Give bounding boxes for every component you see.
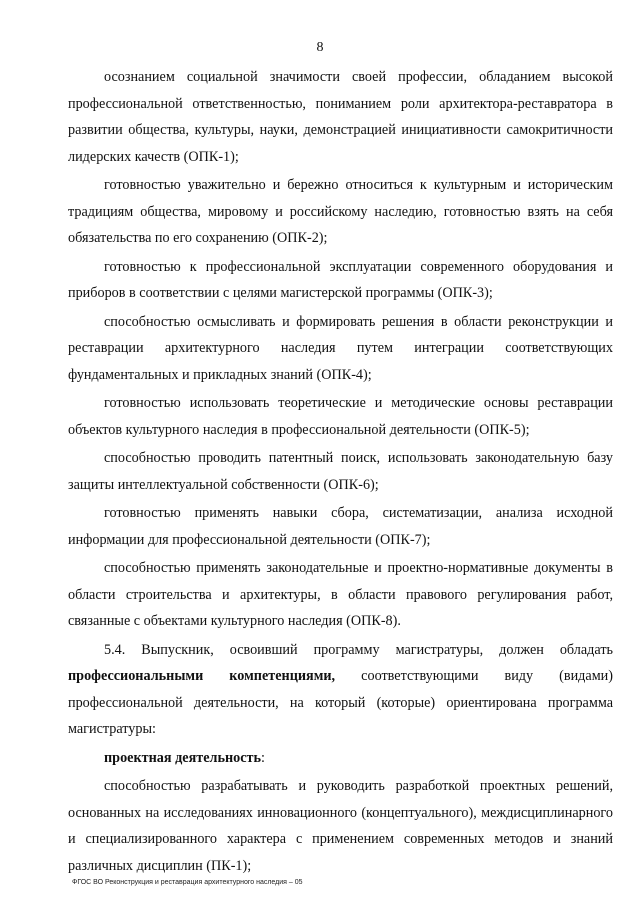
paragraph-opk-7: готовностью применять навыки сбора, систематизации, анализа исходной информации для профессиональной деятельности (ОПК-7); — [68, 505, 613, 548]
paragraph-opk-2: готовностью уважительно и бережно относиться к культурным и историческим традициям общества, мировому и российскому наследию, готовностью взять на себя обязательства по его сохранению (ОПК-2); — [68, 177, 613, 246]
page-footer: ФГОС ВО Реконструкция и реставрация архитектурного наследия – 05 — [72, 879, 303, 886]
paragraph-pk-1: способностью разрабатывать и руководить разработкой проектных решений, основанных на исследованиях инновационного (концептуального), междисциплинарного и специализированного характера с применением современных методов и знаний различных дисциплин (ПК-1); — [68, 778, 613, 874]
document-body — [68, 64, 613, 881]
activity-heading-line — [68, 745, 613, 772]
section-5-4-bold-term: профессиональными компетенциями, — [68, 668, 336, 684]
activity-heading: проектная деятельность — [104, 749, 262, 766]
page-number: 8 — [316, 40, 324, 55]
paragraph-opk-1: осознанием социальной значимости своей профессии, обладанием высокой профессиональной ответственностью, пониманием роли архитектора-реставратора в развитии общества, культуры, науки, демонстрацией инициативности самокритичности лидерских качеств (ОПК-1); — [68, 69, 613, 165]
paragraph-opk-8: способностью применять законодательные и проектно-нормативные документы в области строительства и архитектуры, в области правового регулирования работ, связанные с объектами культурного наследия (ОПК-8). — [68, 560, 613, 629]
section-5-4-rest: соответствующими виду (видами) профессиональной деятельности, на который (которые) ориентирована программа магистратуры: — [68, 668, 613, 737]
paragraph-opk-3: готовностью к профессиональной эксплуатации современного оборудования и приборов в соответствии с целями магистерской программы (ОПК-3); — [68, 258, 613, 301]
paragraph-opk-5: готовностью использовать теоретические и методические основы реставрации объектов культурного наследия в профессиональной деятельности (ОПК-5); — [68, 395, 613, 438]
section-5-4-lead: 5.4. Выпускник, освоивший программу магистратуры, должен обладать — [104, 641, 613, 658]
section-5-4-paragraph — [68, 637, 613, 743]
activity-heading-colon: : — [261, 749, 265, 766]
paragraph-opk-4: способностью осмысливать и формировать решения в области реконструкции и реставрации архитектурного наследия путем интеграции соответствующих фундаментальных и прикладных знаний (ОПК-4); — [68, 313, 613, 383]
paragraph-opk-6: способностью проводить патентный поиск, использовать законодательную базу защиты интеллектуальной собственности (ОПК-6); — [68, 450, 613, 493]
